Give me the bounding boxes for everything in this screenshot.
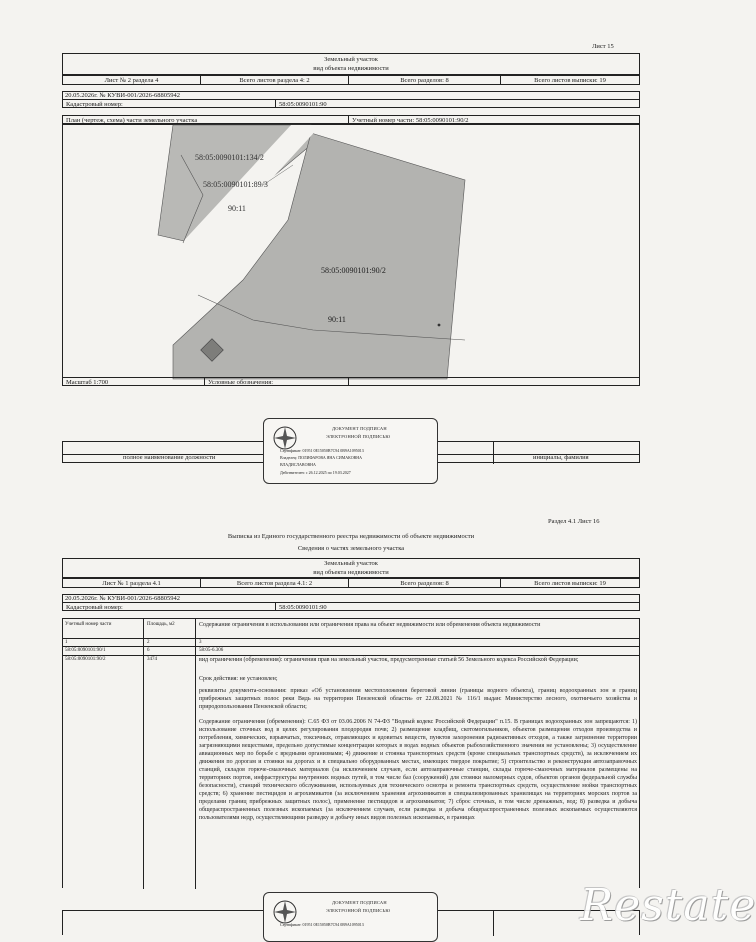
stamp-line-1: ДОКУМЕНТ ПОДПИСАН: [332, 426, 387, 431]
scale-row: [62, 377, 640, 386]
row-2-term: Срок действия: не установлен;: [199, 676, 278, 682]
total-sections-2: Всего разделов: 8: [349, 579, 501, 587]
cadastral-row: [62, 99, 640, 108]
object-title-2: Земельный участок: [324, 560, 378, 567]
col-header-num: Учетный номер части: [65, 622, 112, 627]
map-label-5: 90:11: [328, 315, 346, 324]
stamp-line-2: ЭЛЕКТРОННОЙ ПОДПИСЬЮ: [326, 434, 391, 439]
legend-label: Условные обозначения:: [205, 378, 349, 385]
title-block-2: [62, 558, 640, 578]
cadastral-value-2: 58:05:0090101:90: [279, 604, 327, 611]
sheet-number: Лист 15: [592, 43, 614, 50]
row-2-num: 58:05:0090101:90/2: [65, 657, 106, 662]
sheet-number-2: Раздел 4.1 Лист 16: [548, 518, 600, 525]
doc-id: 20.05.2026г. № КУВИ-001/2026-68805942: [65, 92, 180, 99]
cadastral-value: 58:05:0090101:90: [279, 101, 327, 108]
part-label: Учетный номер части: 58:05:0090101:90/2: [352, 117, 469, 124]
stamp-2-line-1: ДОКУМЕНТ ПОДПИСАН: [332, 900, 387, 905]
doc-id-2: 20.05.2026г. № КУВИ-001/2026-68805942: [65, 595, 180, 602]
col-divider-1: [143, 619, 144, 889]
plan-label: План (чертеж, схема) части земельного участка: [63, 116, 349, 123]
plan-header-row: [62, 115, 640, 124]
row-1-underline: [63, 655, 639, 656]
col-header-area: Площадь, м2: [147, 622, 175, 627]
row-1-content: 58:05-6.306: [199, 648, 224, 653]
stamp-owner: Владелец: ПОЛИФАРОВА ЯНА СИМАКОВНА: [280, 455, 363, 460]
row-1-area: 6: [147, 648, 150, 653]
cadastral-plan-drawing: [63, 125, 641, 379]
stamp-cert: Сертификат: 01951 0E15050B7C94 0B9A1095013: [280, 448, 364, 453]
e-signature-stamp-2: [263, 892, 438, 942]
row-2-content: вид ограничения (обременения): ограничения прав на земельный участок, предусмотренные статьей 56 Земельного кодекса Российской Федерации;: [199, 657, 579, 663]
object-subtitle: вид объекта недвижимости: [313, 65, 389, 72]
sheet-part: Лист № 2 раздела 4: [63, 76, 201, 84]
object-title: Земельный участок: [324, 56, 378, 63]
stamp-2-line-2: ЭЛЕКТРОННОЙ ПОДПИСЬЮ: [326, 908, 391, 913]
total-sheets-extract-2: Всего листов выписки: 19: [534, 580, 606, 587]
map-label-4: 58:05:0090101:90/2: [321, 266, 386, 275]
col-divider-2: [195, 619, 196, 889]
point-marker: [438, 324, 441, 327]
total-sheets-section: Всего листов раздела 4: 2: [201, 76, 349, 84]
header-underline: [63, 638, 639, 639]
index-2: 2: [147, 640, 150, 645]
total-sheets-extract: Всего листов выписки: 19: [534, 77, 606, 84]
cadastral-label-2: Кадастровый номер:: [63, 603, 276, 610]
title-block: [62, 53, 640, 75]
stamp-valid: Действителен: с 26.12.2025 по 19.03.2027: [280, 470, 351, 475]
plan-map: [62, 124, 640, 378]
info-row: [62, 75, 640, 85]
map-label-2: 58:05:0090101:89/3: [203, 180, 268, 189]
legend-empty: [349, 378, 639, 385]
parts-header: Сведения о частях земельного участка: [297, 545, 405, 552]
row-1-num: 58:05:0090101:90/1: [65, 648, 106, 653]
map-label-1: 58:05:0090101:134/2: [195, 153, 264, 162]
row-2-area: 3474: [147, 657, 157, 662]
col-header-content: Содержание ограничения в использовании или ограничения права на объект недвижимости или обременения объекта недвижимости: [199, 622, 541, 628]
index-3: 3: [199, 640, 202, 645]
index-underline: [63, 646, 639, 647]
row-2-restrictions: Содержание ограничения (обременения): С.65 ФЗ от 03.06.2006 N 74-ФЗ "Водный кодекс Российской Федерации" п.15. В границах водоохранных зон запрещаются: 1) использование сточных вод в целях регулирования плодородия почв; 2) размещение кладбищ, скотомогильников, объектов размещения отходов производства и потребления, химических, взрывчатых, токсичных, отравляющих и ядовитых веществ, пунктов захоронения радиоактивных отходов, а также загрязнение территории загрязняющими веществами, предельно допустимые концентрации которых в водах водных объектов рыбохозяйственного значения не установлены; 3) осуществление авиационных мер по борьбе с вредными организмами; 4) движение и стоянка транспортных средств (кроме специальных транспортных средств), за исключением их движения по дорогам и стоянки на дорогах и в специально оборудованных местах, имеющих твердое покрытие; 5) строительство и реконструкция автозаправочных станций, складов горюче-смазочных материалов (за исключением случаев, если автозаправочные станции, склады горюче-смазочных материалов размещены на территориях портов, инфраструктуры внутренних водных путей, в том числе баз (сооружений) для стоянки маломерных судов, объектов органов федеральной службы безопасности), станций технического обслуживания, используемых для технического осмотра и ремонта транспортных средств, осуществление мойки транспортных средств; 6) хранение пестицидов и агрохимикатов (за исключением хранения агрохимикатов в специализированных хранилищах на территориях морских портов за пределами границ прибрежных защитных полос), применение пестицидов и агрохимикатов; 7) сброс сточных, в том числе дренажных, вод; 8) разведка и добыча общераспространенных полезных ископаемых (за исключением случаев, если разведка и добыча общераспространенных полезных ископаемых осуществляются пользователями недр, осуществляющими разведку и добычу иных видов полезных ископаемых, в границах: [199, 719, 637, 821]
object-subtitle-2: вид объекта недвижимости: [313, 569, 389, 576]
cadastral-row-2: [62, 602, 640, 611]
extract-header: Выписка из Единого государственного реестра недвижимости об объекте недвижимости: [227, 533, 475, 540]
name-label: инициалы, фамилия: [533, 454, 589, 461]
e-signature-stamp: [263, 418, 438, 484]
signature-divider-4: [493, 911, 494, 936]
stamp-owner-2: ВЛАДИСЛАВОВНА: [280, 462, 316, 467]
stamp-2-cert: Сертификат: 01951 0E15050B7C94 0B9A1095013: [280, 922, 364, 927]
signature-divider-2: [493, 442, 494, 464]
cadastral-label: Кадастровый номер:: [63, 100, 276, 107]
info-row-2: [62, 578, 640, 588]
row-2-details: реквизиты документа-основания: приказ «Об установлении местоположения береговой линии (границы водного объекта), границ водоохранных зон и границ прибрежных защитных полос реки Вядь на территории Пензенской области» от 22.08.2021 № 116/1 выдан: Министерство лесного, охотничьего хозяйства и природопользования Пензенской области;: [199, 688, 637, 710]
parts-table: [62, 618, 640, 888]
position-label: полное наименование должности: [123, 454, 216, 461]
total-sheets-section-2: Всего листов раздела 4.1: 2: [201, 579, 349, 587]
sheet-part-2: Лист № 1 раздела 4.1: [63, 579, 201, 587]
total-sections: Всего разделов: 8: [349, 76, 501, 84]
map-label-3: 90:11: [228, 204, 246, 213]
restate-watermark: Restate: [580, 880, 756, 931]
scale: Масштаб 1:700: [63, 378, 205, 385]
index-1: 1: [65, 640, 68, 645]
